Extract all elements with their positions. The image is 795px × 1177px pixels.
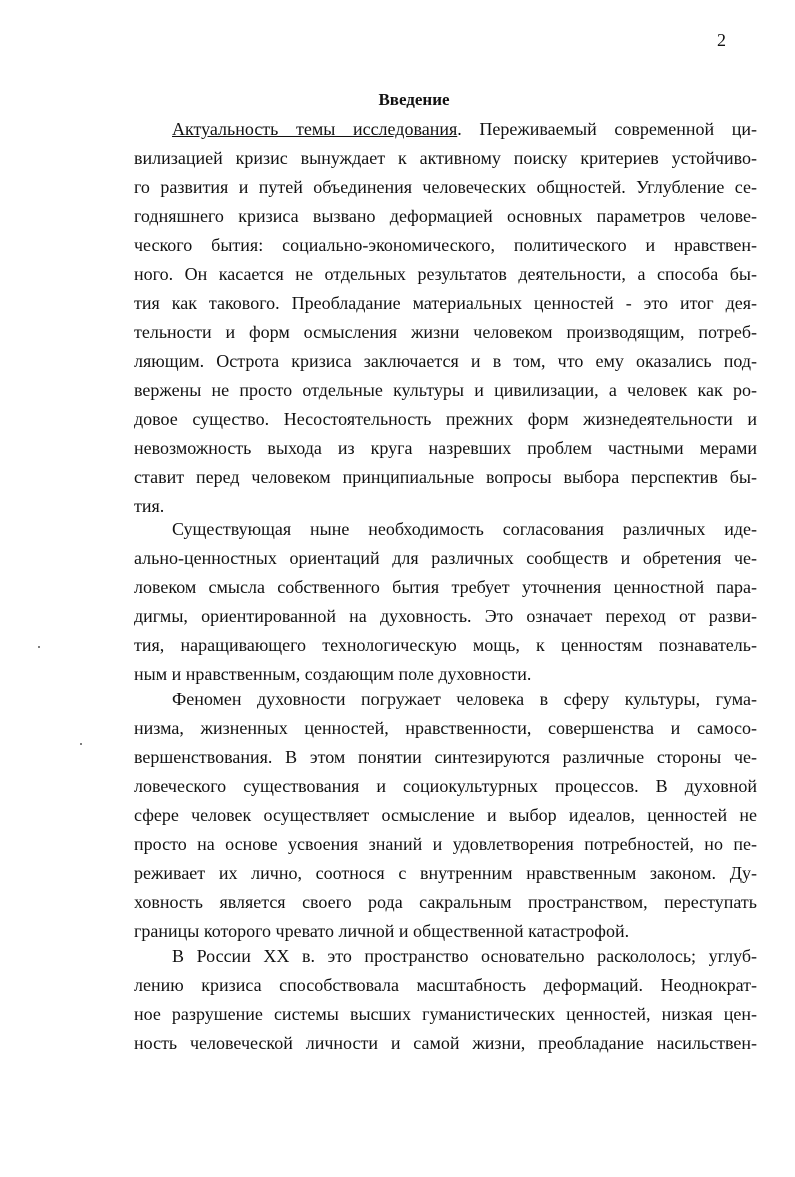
text-line: тия. bbox=[134, 496, 165, 516]
text-line: годняшнего кризиса вызвано деформацией основных параметров челове- bbox=[134, 206, 757, 226]
section-heading: Введение bbox=[378, 90, 450, 109]
text-line: Феномен духовности погружает человека в сферу культуры, гума- bbox=[172, 689, 757, 709]
text-line: просто на основе усвоения знаний и удовлетворения потребностей, но пе- bbox=[134, 834, 757, 854]
text-line: ность человеческой личности и самой жизни, преобладание насильствен- bbox=[134, 1033, 757, 1053]
text-line: дигмы, ориентированной на духовность. Это означает переход от разви- bbox=[134, 606, 757, 626]
text-line: ловеческого существования и социокультурных процессов. В духовной bbox=[134, 776, 757, 796]
text-line: невозможность выхода из круга назревших проблем частными мерами bbox=[134, 438, 757, 458]
text-line: ставит перед человеком принципиальные вопросы выбора перспектив бы- bbox=[134, 467, 757, 487]
text-line: го развития и путей объединения человеческих общностей. Углубление се- bbox=[134, 177, 757, 197]
text-line: низма, жизненных ценностей, нравственности, совершенства и самосо- bbox=[134, 718, 757, 738]
page-number: 2 bbox=[717, 30, 726, 50]
text-line: границы которого чревато личной и общественной катастрофой. bbox=[134, 921, 630, 941]
paragraph-russia-20th-century bbox=[134, 942, 757, 1058]
lead-phrase: Актуальность темы исследования bbox=[172, 119, 458, 139]
text-line: реживает их лично, соотнося с внутренним нравственным законом. Ду- bbox=[134, 863, 757, 883]
text-line: вержены не просто отдельные культуры и цивилизации, а человек как ро- bbox=[134, 380, 757, 400]
text-line: Существующая ныне необходимость согласования различных иде- bbox=[172, 519, 757, 539]
text-line: тия, наращивающего технологическую мощь, к ценностям познаватель- bbox=[134, 635, 757, 655]
text-line: ховность является своего рода сакральным пространством, переступать bbox=[134, 892, 757, 912]
text-line: вилизацией кризис вынуждает к активному поиску критериев устойчиво- bbox=[134, 148, 757, 168]
text-line: ным и нравственным, создающим поле духовности. bbox=[134, 664, 532, 684]
text-line: лению кризиса способствовала масштабность деформаций. Неоднократ- bbox=[134, 975, 757, 995]
paragraph-spiritual-orientation bbox=[134, 515, 757, 689]
text-line bbox=[134, 115, 757, 144]
scan-speck bbox=[38, 646, 40, 648]
text-line: довое существо. Несостоятельность прежних форм жизнедеятельности и bbox=[134, 409, 757, 429]
text-line: ного. Он касается не отдельных результатов деятельности, а способа бы- bbox=[134, 264, 757, 284]
text-line: В России XX в. это пространство основательно раскололось; углуб- bbox=[172, 946, 757, 966]
text-line: ляющим. Острота кризиса заключается и в том, что ему оказались под- bbox=[134, 351, 757, 371]
text-line: ческого бытия: социально-экономического, политического и нравствен- bbox=[134, 235, 757, 255]
text-line: вершенствования. В этом понятии синтезируются различные стороны че- bbox=[134, 747, 757, 767]
text-line: ально-ценностных ориентаций для различных сообществ и обретения че- bbox=[134, 548, 757, 568]
text-line: тия как такового. Преобладание материальных ценностей - это итог дея- bbox=[134, 293, 757, 313]
paragraph-spirituality-phenomenon bbox=[134, 685, 757, 946]
scan-speck bbox=[80, 743, 82, 745]
text-line: ное разрушение системы высших гуманистических ценностей, низкая цен- bbox=[134, 1004, 757, 1024]
paragraph-relevance bbox=[134, 115, 757, 521]
lead-punctuation: . bbox=[457, 119, 462, 139]
text-line: сфере человек осуществляет осмысление и выбор идеалов, ценностей не bbox=[134, 805, 757, 825]
text-line: тельности и форм осмысления жизни человеком производящим, потреб- bbox=[134, 322, 757, 342]
text-line: ловеком смысла собственного бытия требует уточнения ценностной пара- bbox=[134, 577, 757, 597]
line-text: Переживаемый современной ци- bbox=[479, 119, 757, 139]
